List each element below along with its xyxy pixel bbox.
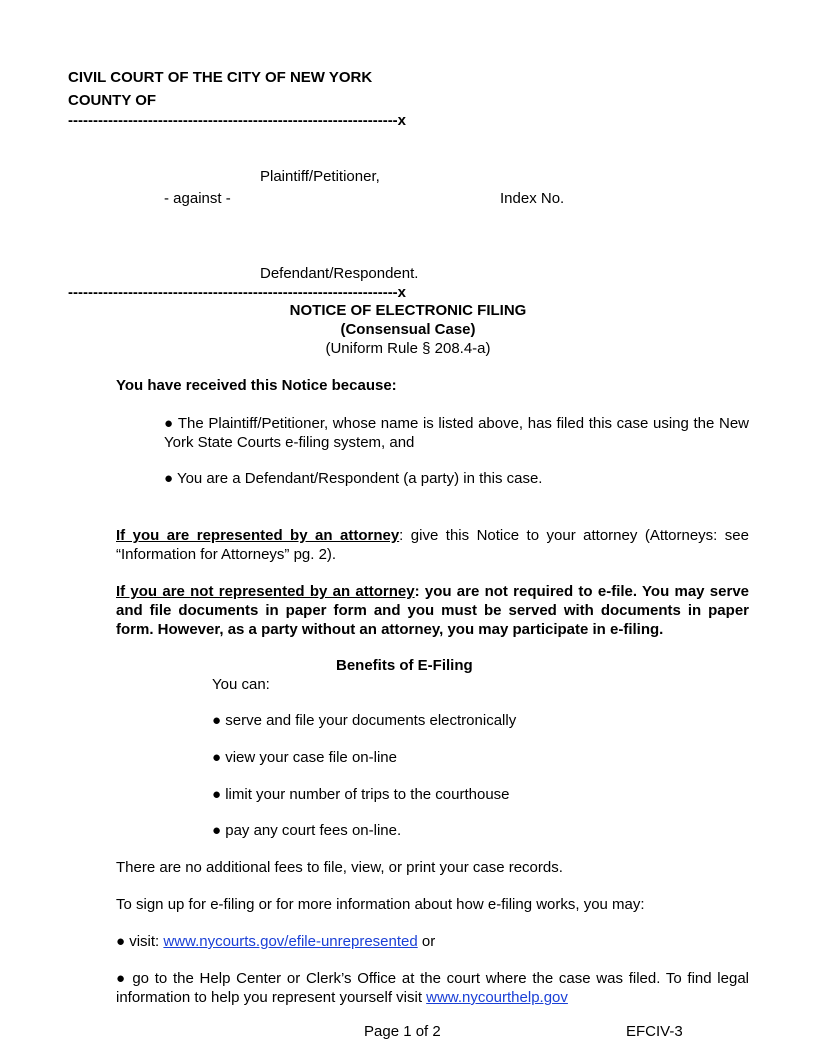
not-represented-paragraph (116, 582, 749, 639)
benefit-item: ● view your case file on-line (212, 749, 397, 766)
notice-reason-heading: You have received this Notice because: (116, 377, 397, 394)
notice-subtitle: (Consensual Case) (340, 321, 476, 338)
not-represented-lead: If you are not represented by an attorney (116, 583, 415, 600)
against-label: - against - (164, 190, 231, 207)
notice-title: NOTICE OF ELECTRONIC FILING (289, 302, 527, 319)
visit-prefix: ● visit: (116, 933, 164, 950)
fees-text: There are no additional fees to file, view, or print your case records. (116, 859, 563, 876)
county-label: COUNTY OF (68, 92, 157, 109)
plaintiff-label: Plaintiff/Petitioner, (260, 168, 380, 185)
help-center-paragraph (116, 969, 749, 1007)
caption-bottom-divider: ------------------------------------------------------------------x (68, 284, 407, 301)
benefit-item: ● serve and file your documents electronically (212, 712, 517, 729)
court-name: CIVIL COURT OF THE CITY OF NEW YORK (68, 69, 373, 86)
efile-unrepresented-link[interactable]: www.nycourts.gov/efile-unrepresented (163, 933, 418, 950)
represented-text: : give this Notice to your attorney (Attorneys: see “Information for Attorneys” pg. 2). (116, 527, 749, 563)
caption-top-divider: ------------------------------------------------------------------x (68, 112, 407, 129)
defendant-label: Defendant/Respondent. (260, 265, 419, 282)
benefits-heading: Benefits of E-Filing (336, 657, 473, 674)
reason-bullet-efiled: ● The Plaintiff/Petitioner, whose name is listed above, has filed this case using the New York State Courts e-filing system, and (164, 415, 749, 451)
form-id: EFCIV-3 (626, 1023, 683, 1040)
not-represented-text: : you are not required to e-file. You may serve and file documents in paper form and you must be served with documents in paper form. However, as a party without an attorney, you may participate in e-filing. (116, 583, 749, 638)
benefits-intro: You can: (212, 676, 270, 693)
visit-suffix: or (417, 933, 436, 950)
represented-lead: If you are represented by an attorney (116, 527, 400, 544)
help-text: ● go to the Help Center or Clerk’s Office at the court where the case was filed. To find legal information to help you represent yourself visit (116, 970, 749, 1006)
reason-bullet-party: ● You are a Defendant/Respondent (a party) in this case. (164, 470, 543, 487)
visit-line (116, 933, 435, 950)
index-number-label: Index No. (500, 190, 565, 207)
benefit-item: ● limit your number of trips to the courthouse (212, 786, 510, 803)
nycourthelp-link[interactable]: www.nycourthelp.gov (426, 989, 568, 1006)
page-number: Page 1 of 2 (364, 1023, 441, 1040)
signup-text: To sign up for e-filing or for more information about how e-filing works, you may: (116, 896, 645, 913)
benefit-item: ● pay any court fees on-line. (212, 822, 402, 839)
represented-paragraph (116, 526, 749, 564)
uniform-rule: (Uniform Rule § 208.4-a) (325, 340, 491, 357)
